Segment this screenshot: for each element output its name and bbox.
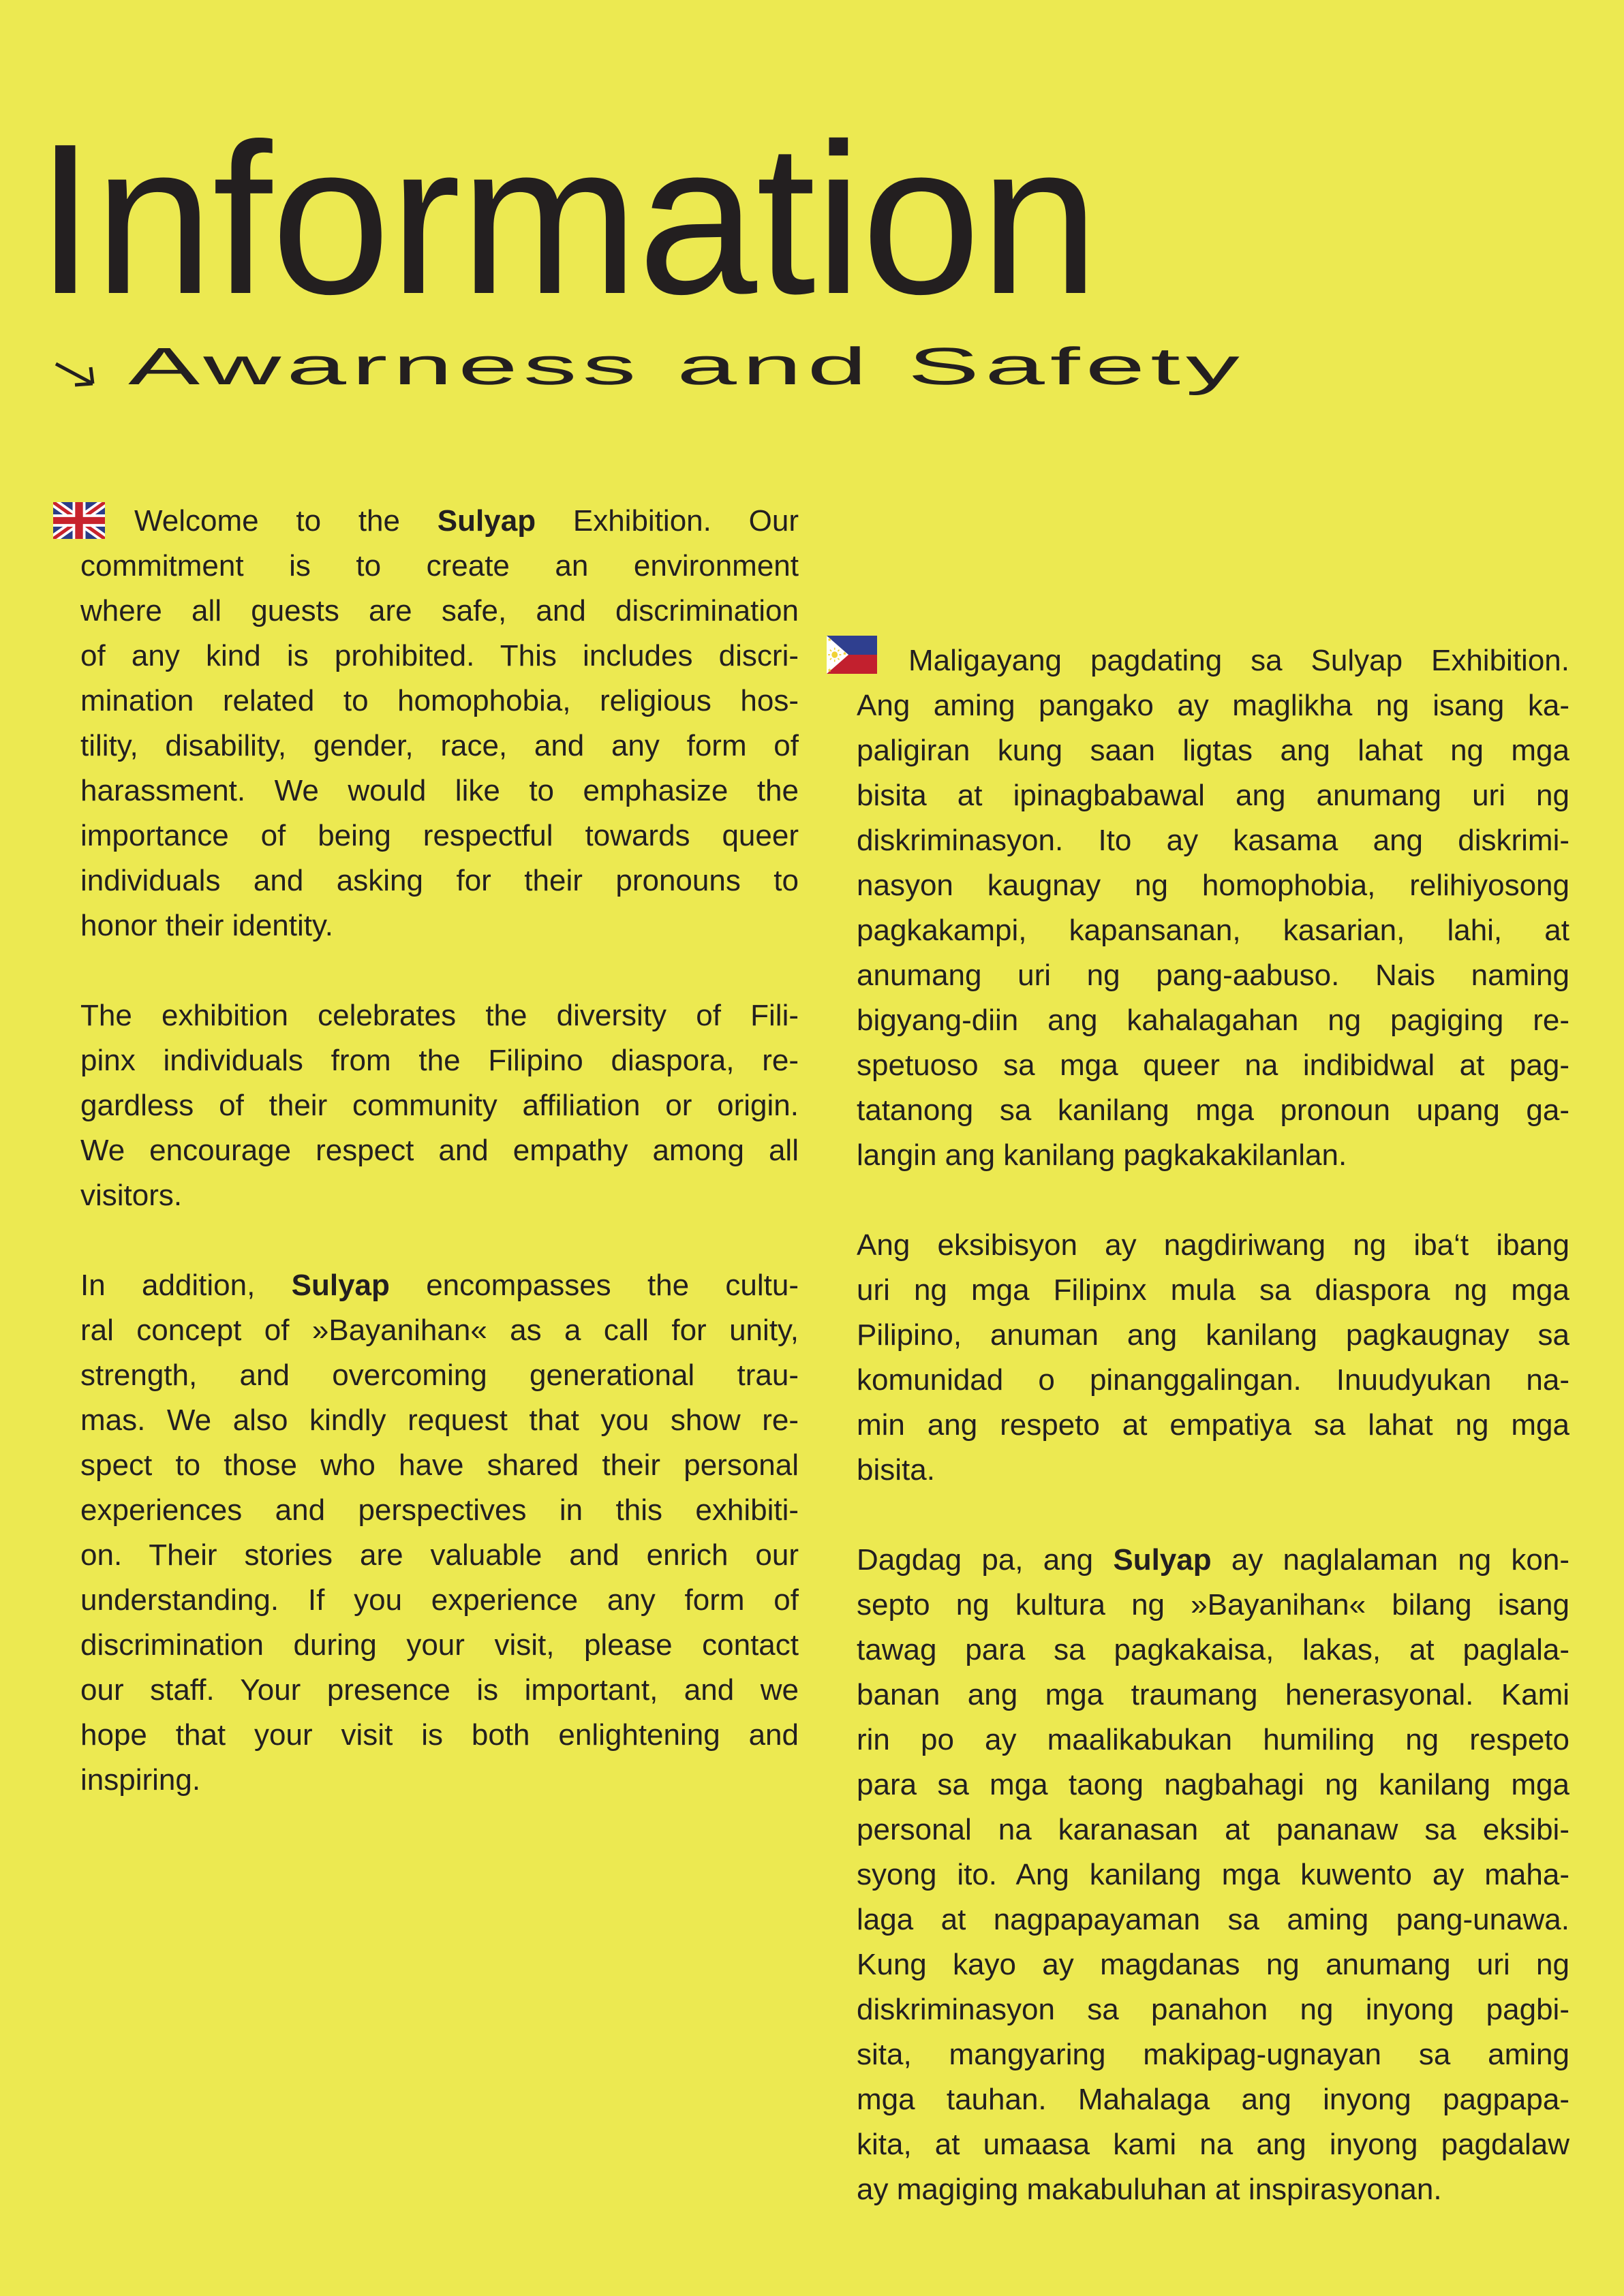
- paragraph: [80, 1263, 799, 1803]
- text-line: inspiring.: [80, 1763, 201, 1797]
- text-line: langin ang kanilang pagkakakilanlan.: [857, 1138, 1347, 1172]
- text-line: pinx individuals from the Filipino diaspora, re-: [80, 1044, 799, 1077]
- text-line: bigyang-diin ang kahalagahan ng pagiging re-: [857, 1004, 1569, 1037]
- text-line: laga at nagpapayaman sa aming pang-unawa.: [857, 1903, 1569, 1936]
- text-line: mas. We also kindly request that you show re-: [80, 1403, 799, 1437]
- text-line: anumang uri ng pang-aabuso. Nais naming: [857, 959, 1569, 992]
- text-line: mination related to homophobia, religious hos-: [80, 684, 799, 717]
- text-line: pagkakampi, kapansanan, kasarian, lahi, at: [857, 914, 1569, 947]
- text-line: experiences and perspectives in this exhibiti-: [80, 1493, 799, 1527]
- text-line: understanding. If you experience any form of: [80, 1583, 799, 1617]
- text-line: tility, disability, gender, race, and any form of: [80, 729, 799, 762]
- text-line: tatanong sa kanilang mga pronoun upang ga-: [857, 1093, 1569, 1127]
- text-line: Kung kayo ay magdanas ng anumang uri ng: [857, 1948, 1569, 1981]
- text-line: gardless of their community affiliation or origin.: [80, 1089, 799, 1122]
- text-line: visitors.: [80, 1179, 183, 1212]
- text-line: bisita.: [857, 1453, 935, 1487]
- text-line: on. Their stories are valuable and enrich our: [80, 1538, 799, 1572]
- text-line: rin po ay maalikabukan humiling ng respeto: [857, 1723, 1569, 1756]
- south-east-arrow-icon: [53, 361, 102, 390]
- text-line: diskriminasyon sa panahon ng inyong pagbi-: [857, 1993, 1569, 2026]
- text-line: commitment is to create an environment: [80, 549, 799, 583]
- text-line: bisita at ipinagbabawal ang anumang uri ng: [857, 779, 1569, 812]
- text-line: Maligayang pagdating sa Sulyap Exhibition.: [908, 644, 1569, 677]
- text-line: harassment. We would like to emphasize the: [80, 774, 799, 807]
- text-line: diskriminasyon. Ito ay kasama ang diskrimi-: [857, 824, 1569, 857]
- text-line: of any kind is prohibited. This includes discri-: [80, 639, 799, 672]
- paragraph: [80, 499, 799, 948]
- text-line: tawag para sa pagkakaisa, lakas, at paglala-: [857, 1633, 1569, 1666]
- text-line: where all guests are safe, and discrimination: [80, 594, 799, 627]
- text-line: mga tauhan. Mahalaga ang inyong pagpapa-: [857, 2083, 1569, 2116]
- text-line: septo ng kultura ng »Bayanihan« bilang isang: [857, 1588, 1569, 1622]
- page-title: Information: [35, 99, 1099, 339]
- paragraph: [80, 993, 799, 1218]
- text-line: ral concept of »Bayanihan« as a call for unity,: [80, 1314, 799, 1347]
- text-line: syong ito. Ang kanilang mga kuwento ay maha-: [857, 1858, 1569, 1891]
- paragraph: [857, 638, 1569, 1178]
- text-line: personal na karanasan at pananaw sa eksibi-: [857, 1813, 1569, 1846]
- text-line: para sa mga taong nagbahagi ng kanilang mga: [857, 1768, 1569, 1801]
- text-line: The exhibition celebrates the diversity of Fili-: [80, 999, 799, 1032]
- english-column: [80, 499, 799, 1803]
- page-subtitle: Awarness and Safety: [128, 337, 1245, 396]
- text-line: strength, and overcoming generational trau-: [80, 1359, 799, 1392]
- text-line: spect to those who have shared their personal: [80, 1448, 799, 1482]
- text-line: banan ang mga traumang henerasyonal. Kami: [857, 1678, 1569, 1711]
- text-line: honor their identity.: [80, 909, 333, 942]
- text-line: kita, at umaasa kami na ang inyong pagdalaw: [857, 2128, 1569, 2161]
- paragraph: [857, 1538, 1569, 2212]
- text-line: komunidad o pinanggalingan. Inuudyukan na-: [857, 1363, 1569, 1397]
- text-line: Dagdag pa, ang Sulyap ay naglalaman ng kon-: [857, 1543, 1569, 1577]
- text-line: Pilipino, anuman ang kanilang pagkaugnay sa: [857, 1318, 1569, 1352]
- text-line: min ang respeto at empatiya sa lahat ng mga: [857, 1408, 1569, 1442]
- text-line: hope that your visit is both enlightening and: [80, 1718, 799, 1752]
- text-line: uri ng mga Filipinx mula sa diaspora ng mga: [857, 1273, 1569, 1307]
- text-line: importance of being respectful towards queer: [80, 819, 799, 852]
- text-line: Welcome to the Sulyap Exhibition. Our: [134, 504, 799, 538]
- text-line: individuals and asking for their pronouns to: [80, 864, 799, 897]
- text-line: spetuoso sa mga queer na indibidwal at pag-: [857, 1049, 1569, 1082]
- text-line: Ang aming pangako ay maglikha ng isang ka-: [857, 689, 1569, 722]
- paragraph: [857, 1223, 1569, 1493]
- text-line: discrimination during your visit, please contact: [80, 1628, 799, 1662]
- filipino-column: [857, 638, 1569, 2212]
- text-line: sita, mangyaring makipag-ugnayan sa aming: [857, 2038, 1569, 2071]
- text-line: our staff. Your presence is important, and we: [80, 1673, 799, 1707]
- text-line: In addition, Sulyap encompasses the cultu-: [80, 1269, 799, 1302]
- text-line: Ang eksibisyon ay nagdiriwang ng iba‘t ibang: [857, 1228, 1569, 1262]
- text-line: paligiran kung saan ligtas ang lahat ng mga: [857, 734, 1569, 767]
- text-line: nasyon kaugnay ng homophobia, relihiyosong: [857, 869, 1569, 902]
- text-line: ay magiging makabuluhan at inspirasyonan.: [857, 2173, 1442, 2206]
- text-line: We encourage respect and empathy among all: [80, 1134, 799, 1167]
